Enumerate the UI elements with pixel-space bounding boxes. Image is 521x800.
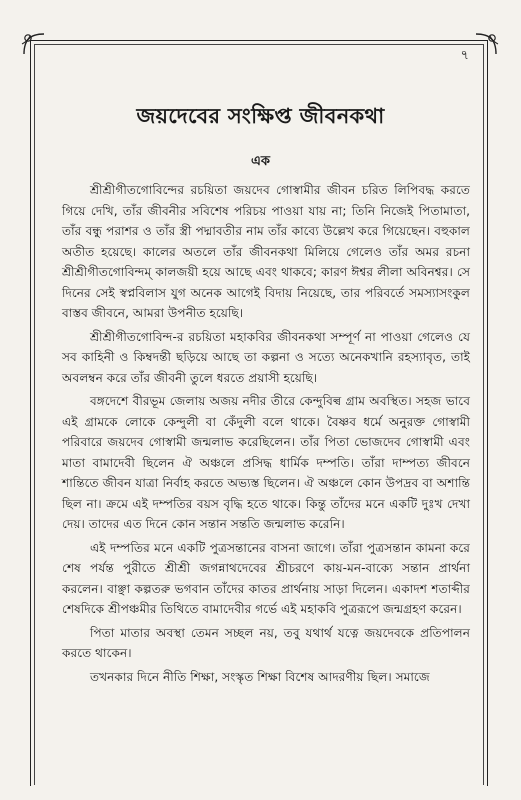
- corner-ornament-left-icon: [20, 30, 48, 58]
- body-text: [62, 180, 470, 690]
- paragraph: পিতা মাতার অবস্থা তেমন সচ্ছল নয়, তবু যথার্থ যত্নে জয়দেবকে প্রতিপালন করতে থাকেন।: [62, 625, 470, 660]
- paragraph: এই দম্পতির মনে একটি পুত্রসন্তানের বাসনা জাগে। তাঁরা পুত্রসন্তান কামনা করে শেষ পর্যন্ত পুরীতে শ্রীশ্রী জগন্নাথদেবের শ্রীচরণে কায়-মন-বাক্যে সন্তান প্রার্থনা করলেন। বাঞ্ছা কল্পতরু ভগবান তাঁদের কাতর প্রার্থনায় সাড়া দিলেন। একাদশ শতাব্দীর শেষদিকে শ্রীপঞ্চমীর তিথিতে বামাদেবীর গর্ভে এই মহাকবি পুত্ররূপে জন্মগ্রহণ করেন।: [62, 540, 470, 616]
- corner-ornament-right-icon: [472, 30, 500, 58]
- paragraph: শ্রীশ্রীগীতগোবিন্দের রচয়িতা জয়দেব গোস্বামীর জীবন চরিত লিপিবদ্ধ করতে গিয়ে দেখি, তাঁর জীবনীর সবিশেষ পরিচয় পাওয়া যায় না; তিনি নিজেই পিতামাতা, তাঁর বন্ধু পরাশর ও তাঁর স্ত্রী পদ্মাবতীর নাম তাঁর কাব্যে উল্লেখ করে গিয়েছেন। বহুকাল অতীত হয়েছে। কালের অতলে তাঁর জীবনকথা মিলিয়ে গেলেও তাঁর অমর রচনা শ্রীশ্রীগীতগোবিন্দম্ কালজয়ী হয়ে আছে এবং থাকবে; কারণ ঈশ্বর লীলা অবিনশ্বর। সে দিনের সেই স্বপ্নবিলাস যুগ অনেক আগেই বিদায় নিয়েছে, তার পরিবর্তে সমস্যাসংকুল বাস্তব জীবনে, আমরা উপনীত হয়েছি।: [62, 183, 470, 320]
- paragraph: শ্রীশ্রীগীতগোবিন্দ-র রচয়িতা মহাকবির জীবনকথা সম্পূর্ণ না পাওয়া গেলেও যে সব কাহিনী ও কিম্বদন্তী ছড়িয়ে আছে তা কল্পনা ও সত্যে অনেকখানি রহস্যাবৃত, তাই অবলম্বন করে তাঁর জীবনী তুলে ধরতে প্রয়াসী হয়েছি।: [62, 329, 470, 385]
- paragraph: তখনকার দিনে নীতি শিক্ষা, সংস্কৃত শিক্ষা বিশেষ আদরণীয় ছিল। সমাজে: [90, 669, 430, 684]
- section-heading: এক: [251, 154, 270, 169]
- page-number: ৭: [460, 48, 469, 63]
- chapter-title: জয়দেবের সংক্ষিপ্ত জীবনকথা: [136, 104, 385, 128]
- paragraph: বঙ্গদেশে বীরভূম জেলায় অজয় নদীর তীরে কেন্দুবিল্ব গ্রাম অবস্থিত। সহজ ভাবে এই গ্রামকে লোকে কেন্দুলী বা কেঁদুলী বলে থাকে। বৈষ্ণব ধর্মে অনুরক্ত গোস্বামী পরিবারে জয়দেব গোস্বামী জন্মলাভ করেছিলেন। তাঁর পিতা ভোজদেব গোস্বামী এবং মাতা বামাদেবী ছিলেন ঐ অঞ্চলে প্রসিদ্ধ ধার্মিক দম্পতি। তাঁরা দাম্পত্য জীবনে শান্তিতে জীবন যাত্রা নির্বাহ করতে অভ্যস্ত ছিলেন। ঐ অঞ্চলে কোন উপদ্রব বা অশান্তি ছিল না। ক্রমে এই দম্পতির বয়স বৃদ্ধি হতে থাকে। কিন্তু তাঁদের মনে একটি দুঃখ দেখা দেয়। তাদের এত দিনে কোন সন্তান সন্ততি জন্মলাভ করেনি।: [62, 394, 470, 531]
